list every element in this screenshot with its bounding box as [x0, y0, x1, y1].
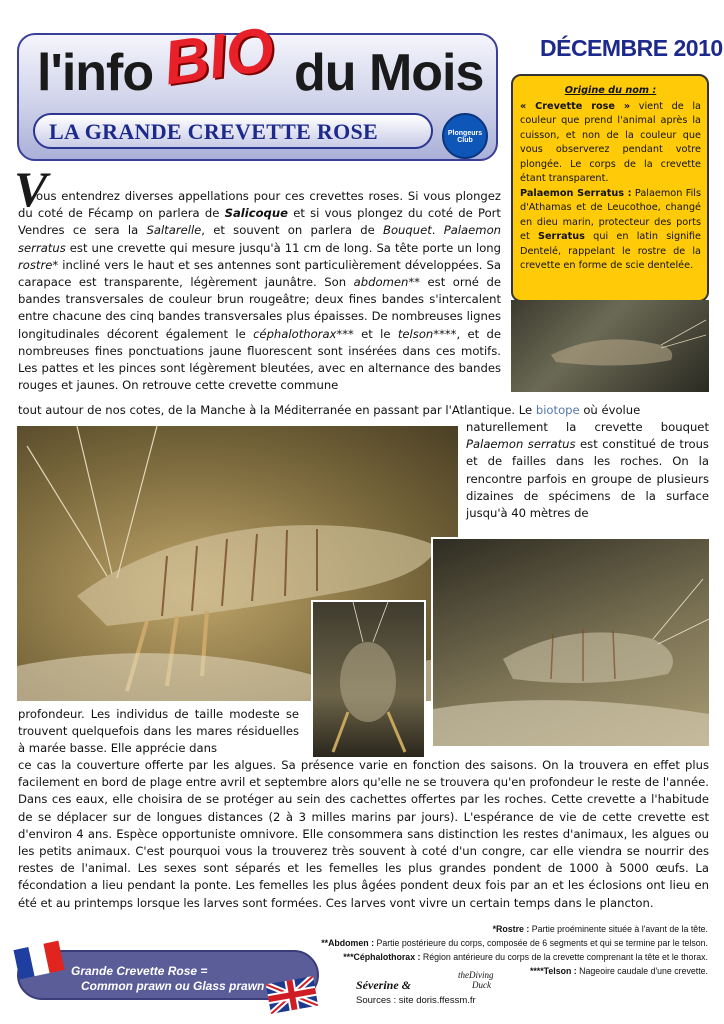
logo-the: the [458, 970, 469, 980]
text-a5: est une crevette qui mesure jusqu'à 11 cm de long. Sa tête porte un long [65, 240, 501, 255]
text-c1: naturellement la crevette bouquet [466, 420, 709, 434]
box-text-2: Palaemon Fils d'Athamas et de Leucothoe, changé en dieu marin, protecteur des ports et [520, 187, 701, 242]
footnote-text-4: Nageoire caudale d'une crevette. [576, 966, 708, 976]
subtitle: LA GRANDE CREVETTE ROSE [49, 119, 379, 144]
term-biotope: biotope [535, 403, 580, 417]
drop-cap: V [14, 161, 48, 217]
english-name-line1: Grande Crevette Rose = [71, 964, 208, 978]
author-signature: Séverine & [356, 978, 411, 992]
footnote-text-2: Partie postérieure du corps, composée de 6 segments et qui se termine par le telson. [374, 938, 708, 948]
footnote-term-4: ****Telson : [529, 966, 577, 976]
term-palaemon-2: Palaemon serratus [466, 437, 576, 452]
box-paragraph-1 [520, 100, 701, 187]
title-part2: du Mois [294, 44, 484, 102]
shrimp-photo-top-right [511, 300, 709, 392]
text-c2: est constitué de trous et de failles dans les roches. On la rencontre parfois en groupe de plusieurs dizaines de spécimens de la surface jusqu'à 40 mètres de [466, 437, 709, 521]
diving-duck-logo [458, 970, 494, 990]
text-a9: ****, et de nombreuses fines ponctuations jaune fluorescent sont insérées dans ces motifs. Les pattes et les pinces sont légèrement bleutées, avec en alternance des bandes rouges et jaunes. On retrouve cette crevette commune [18, 326, 501, 393]
club-logo-text: Plongeurs Club [447, 130, 483, 144]
box-term-3: Serratus [538, 231, 585, 242]
paragraph-depth: profondeur. Les individus de taille modeste se trouvent quelquefois dans les mares résiduelles à marée basse. Elle apprécie dans [18, 707, 299, 756]
sources-credit: Sources : site doris.ffessm.fr [356, 995, 476, 1006]
shrimp-photo-small [311, 600, 426, 759]
term-rostre: rostre [18, 257, 53, 272]
box-text-1: vient de la couleur que prend l'animal après la cuisson, et non de la couleur que vous observerez pendant votre plongée. Le corps de la crevette étant transparent. [520, 100, 701, 184]
title-part1: l'info [37, 44, 154, 102]
club-logo-icon [442, 113, 488, 159]
text-a4: . [431, 223, 444, 238]
term-palaemon: Palaemon serratus [18, 223, 502, 255]
term-bouquet: Bouquet [382, 223, 432, 238]
box-paragraph-2 [520, 187, 701, 274]
footnote-term-2: **Abdomen : [321, 938, 375, 948]
footnote-abdomen [248, 936, 708, 950]
text-b2: où évolue [579, 403, 641, 417]
footnote-cephalothorax [248, 950, 708, 964]
text-b1: tout autour de nos cotes, de la Manche à la Méditerranée en passant par l'Atlantique. Le [18, 403, 536, 417]
paragraph-line-b [18, 402, 709, 419]
shrimp-photo-right [431, 537, 711, 748]
box-text-3: qui en latin signifie Dentelé, rappelant le rostre de la crevette en forme de scie dentelée. [520, 231, 701, 271]
subtitle-pill [33, 113, 433, 149]
box-term-1: « Crevette rose » [520, 100, 631, 112]
issue-date: DÉCEMBRE 2010 [540, 35, 723, 61]
text-a3: , et souvent on parlera de [201, 223, 383, 238]
paragraph-habitat [466, 419, 709, 522]
text-a7: ** est orné de bandes transversales de couleur brun rougeâtre; deux fines bandes s'intercalent entre chacune des cinq bandes transversales plus épaisses. De nombreuses lignes longitudinales décorent également le [18, 275, 501, 341]
title-bio: BIO [159, 14, 279, 99]
logo-diving: Diving [469, 970, 494, 980]
paragraph-behaviour: ce cas la couverture offerte par les algues. Sa présence varie en fonction des saisons. On la trouvera en effet plus facilement en bord de plage entre avril et septembre alors qu'elle ne se trouvera qu'en profondeur le reste de l'année. Dans ces eaux, elle choisira de se protéger au sein des cachettes offertes par les roches. Cette crevette a l'habitude de se déplacer sur de longues distances (2 à 3 milles marins par jours). L'espérance de vie de cette crevette est d'environ 4 ans. Espèce opportuniste omnivore. Elle consommera sans distinction les restes d'animaux, les algues ou les petits animaux. C'est pourquoi vous la trouverez très souvent à coté d'un congre, car elle viendra se nourrir des restes de l'animal. Les sexes sont séparés et les femelles les plus grandes pondent de 1000 à 5000 œufs. La fécondation a lieu pendant la ponte. Les femelles les plus âgées pondent deux fois par an et les éclosions ont lieu en été et au printemps lorsque les larves sont formées. Ces larves vont vivre un certain temps dans le plancton. [18, 758, 709, 910]
text-a2: et si vous plongez du coté de Port Vendres ce sera la [18, 206, 501, 238]
term-abdomen: abdomen [353, 275, 409, 290]
text-a6: * incliné vers le haut et ses antennes sont particulièrement développées. Sa carapace est transparente, légèrement jaunâtre. Son [18, 257, 501, 290]
footnote-text-3: Région antérieure du corps de la crevette comprenant la tête et le thorax. [420, 952, 708, 962]
text-a1: ous entendrez diverses appellations pour ces crevettes roses. Si vous plongez du coté de Fécamp on parlera de [18, 189, 501, 221]
footnote-term-3: ***Céphalothorax : [343, 952, 421, 962]
name-origin-box [511, 74, 709, 302]
term-salicoque: Salicoque [224, 206, 288, 221]
footnote-rostre [248, 922, 708, 936]
term-saltarelle: Saltarelle [146, 223, 202, 238]
paragraph-intro [18, 188, 501, 394]
footnote-term-1: *Rostre : [492, 924, 530, 934]
term-cephalothorax: céphalothorax [253, 326, 337, 341]
logo-duck: Duck [472, 980, 491, 990]
box-title: Origine du nom : [564, 85, 657, 96]
text-a8: *** et le [336, 326, 398, 341]
english-name-line2: Common prawn ou Glass prawn [81, 979, 265, 993]
title-banner [17, 14, 498, 161]
footnote-text-1: Partie proéminente située à l'avant de la tête. [529, 924, 708, 934]
box-term-2: Palaemon Serratus : [520, 187, 632, 199]
term-telson: telson [397, 326, 434, 341]
